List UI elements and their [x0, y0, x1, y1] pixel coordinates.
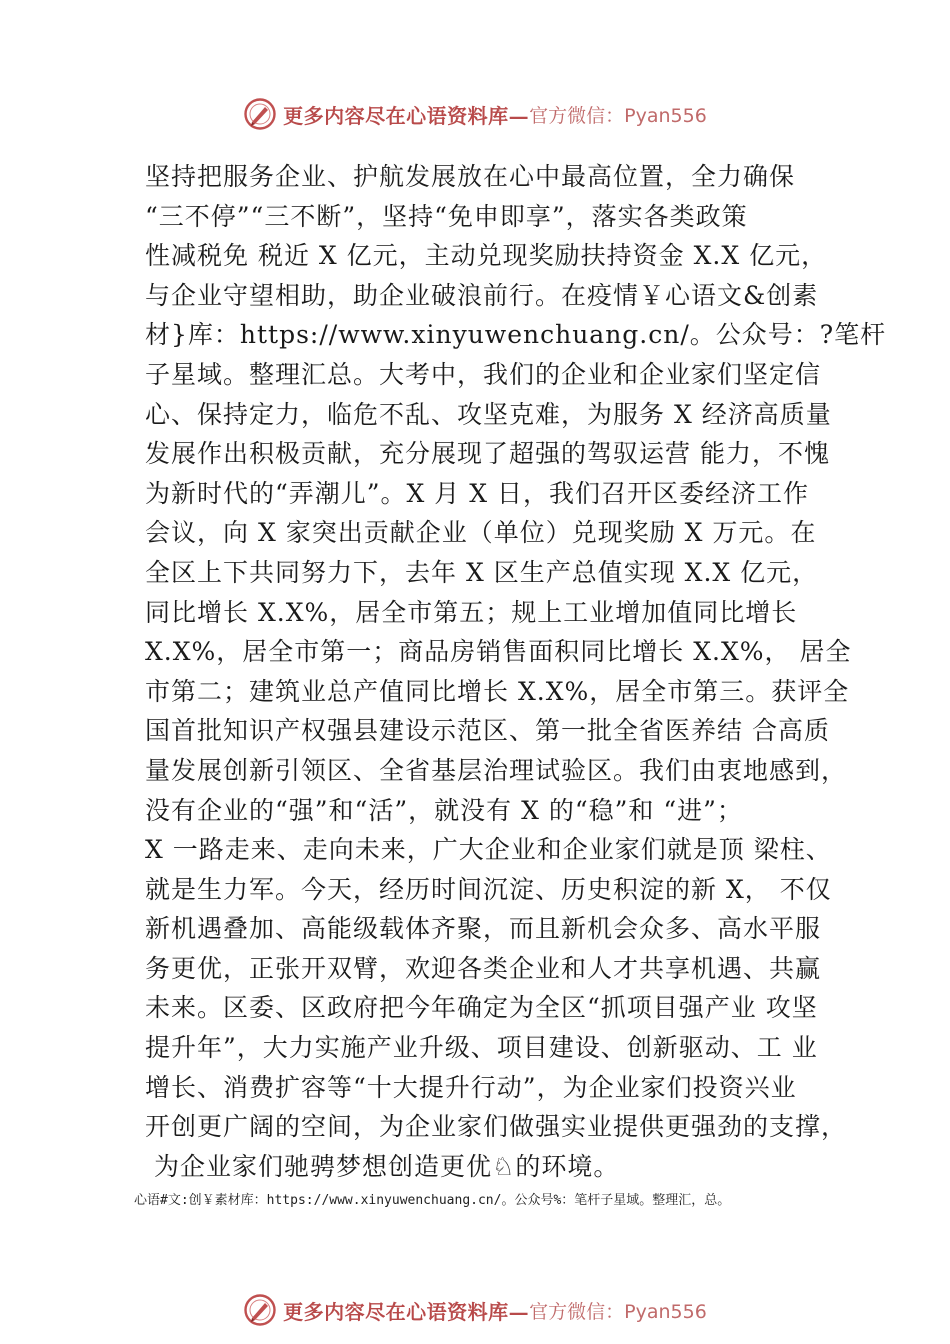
text-line: X 一路走来、走向未来，广大企业和企业家们就是顶 梁柱、	[145, 835, 832, 865]
text-line: 就是生力军。今天，经历时间沉淀、历史积淀的新 X， 不仅	[145, 874, 832, 904]
text-line: 提升年”，大力实施产业升级、项目建设、创新驱动、工 业	[145, 1033, 818, 1063]
text-line: 发展作出积极贡献，充分展现了超强的驾驭运营 能力，不愧	[145, 439, 830, 469]
text-line: 新机遇叠加、高能级载体齐聚，而且新机会众多、高水平服	[145, 914, 822, 944]
text-line: X.X%，居全市第一；商品房销售面积同比增长 X.X%， 居全	[145, 637, 852, 667]
banner-title: 更多内容尽在心语资料库—	[283, 103, 530, 128]
footer-banner	[0, 1290, 950, 1330]
footnote: 心语#文:创￥素材库：https://www.xinyuwenchuang.cn/。公众号%：笔杆子星域。整理汇，总。	[134, 1193, 731, 1208]
text-line: 会议，向 X 家突出贡献企业（单位）兑现奖励 X 万元。在	[145, 518, 817, 548]
text-line: 心、保持定力，临危不乱、攻坚克难，为服务 X 经济高质量	[145, 399, 832, 429]
text-line: 同比增长 X.X%，居全市第五；规上工业增加值同比增长	[145, 597, 798, 627]
text-line: 子星域。整理汇总。大考中，我们的企业和企业家们坚定信	[145, 359, 822, 389]
text-line: 全区上下共同努力下，去年 X 区生产总值实现 X.X 亿元，	[145, 557, 819, 587]
text-line: 量发展创新引领区、全省基层治理试验区。我们由衷地感到，	[145, 755, 848, 785]
text-line: 未来。区委、区政府把今年确定为全区“抓项目强产业 攻坚	[145, 993, 818, 1023]
text-line: 为新时代的“弄潮儿”。X 月 X 日，我们召开区委经济工作	[145, 478, 809, 508]
header-banner	[0, 94, 950, 134]
text-line: 材}库：https://www.xinyuwenchuang.cn/。公众号：?笔杆	[145, 320, 887, 350]
text-line: 没有企业的“强”和“活”，就没有 X 的“稳”和 “进”；	[145, 795, 743, 825]
text-line: 与企业守望相助，助企业破浪前行。在疫情￥心语文&创素	[145, 280, 819, 310]
text-line: “三不停”“三不断”，坚持“免申即享”，落实各类政策	[145, 201, 748, 231]
text-line: 性减税免 税近 X 亿元，主动兑现奖励扶持资金 X.X 亿元，	[145, 241, 828, 271]
text-line: 增长、消费扩容等“十大提升行动”，为企业家们投资兴业	[145, 1072, 797, 1102]
banner-wechat: 官方微信：Pyan556	[529, 104, 707, 127]
banner-title: 更多内容尽在心语资料库—	[283, 1299, 530, 1324]
text-line: 市第二；建筑业总产值同比增长 X.X%，居全市第三。获评全	[145, 676, 850, 706]
pen-circle-logo-icon	[243, 1293, 277, 1327]
text-line: 为企业家们驰骋梦想创造更优♘的环境。	[145, 1151, 620, 1181]
pen-circle-logo-icon	[243, 97, 277, 131]
text-line: 坚持把服务企业、护航发展放在心中最高位置，全力确保	[145, 162, 796, 191]
text-line: 务更优，正张开双臂，欢迎各类企业和人才共享机遇、共赢	[145, 953, 822, 983]
text-line: 开创更广阔的空间，为企业家们做强实业提供更强劲的支撑，	[145, 1112, 848, 1142]
text-line: 国首批知识产权强县建设示范区、第一批全省医养结 合高质	[145, 716, 830, 746]
body-paragraph	[145, 157, 887, 1186]
banner-wechat: 官方微信：Pyan556	[529, 1300, 707, 1323]
